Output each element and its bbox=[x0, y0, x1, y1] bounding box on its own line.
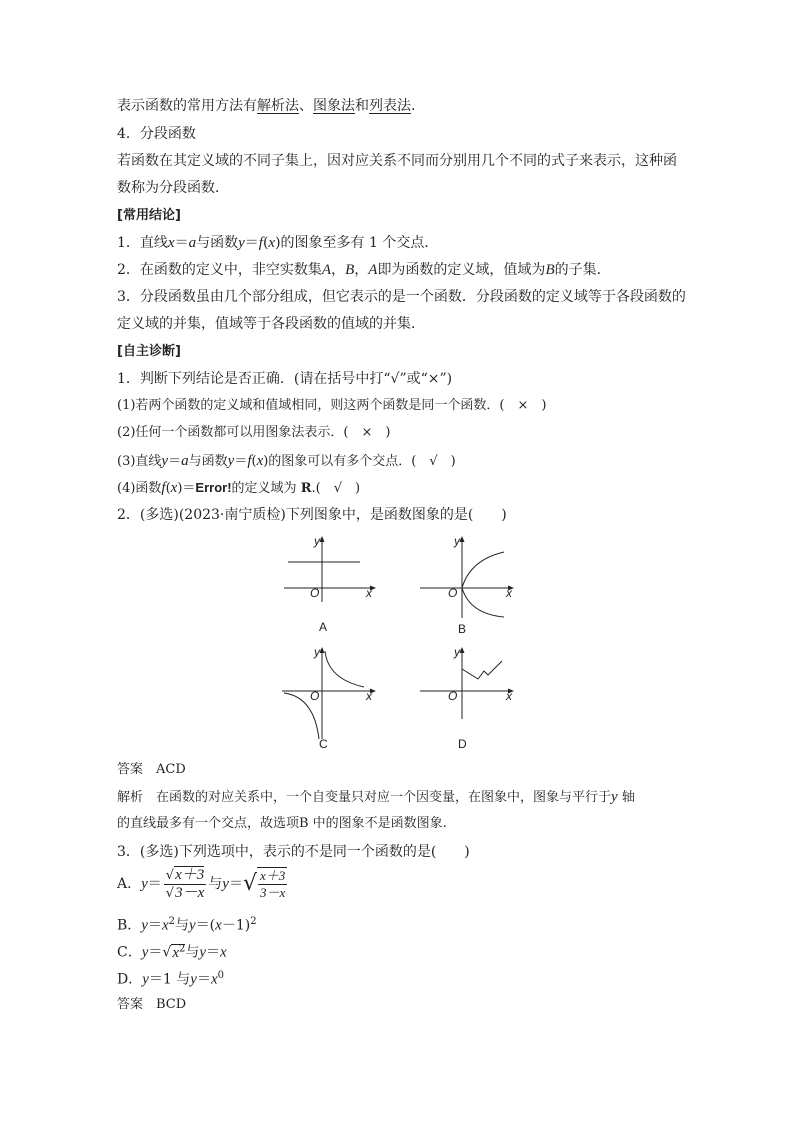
reals-symbol: R bbox=[300, 481, 312, 496]
denominator: 3－x bbox=[175, 884, 205, 901]
var: x bbox=[210, 971, 218, 988]
text: ＝ bbox=[168, 454, 182, 469]
text: )＝ bbox=[177, 481, 196, 496]
text: . bbox=[411, 98, 416, 114]
numerator: x＋3 bbox=[175, 866, 205, 883]
var: y bbox=[190, 971, 197, 988]
option-letter: B． bbox=[117, 917, 142, 934]
option-letter: C． bbox=[117, 944, 142, 961]
text: 的定义域为 bbox=[231, 481, 301, 496]
origin-label: O bbox=[448, 689, 458, 703]
text: ( bbox=[262, 235, 269, 251]
question-1-item-3 bbox=[117, 451, 456, 472]
graph-d bbox=[418, 645, 518, 753]
x-axis-label: x bbox=[366, 586, 372, 600]
question-1-item-1: (1)若两个函数的定义域和值域相同，则这两个函数是同一个函数．( × ) bbox=[117, 398, 547, 413]
graph-b-plot bbox=[418, 534, 518, 620]
exponent: 2 bbox=[250, 916, 257, 927]
text: ＝ bbox=[228, 876, 243, 892]
definition-line-1: 若函数在其定义域的不同子集上，因对应关系不同而分别用几个不同的式子来表示，这种函 bbox=[117, 153, 677, 169]
origin-label: O bbox=[310, 689, 320, 703]
conclusion-3-line-1: 3．分段函数虽由几个部分组成，但它表示的是一个函数．分段函数的定义域等于各段函数的 bbox=[117, 289, 686, 305]
common-conclusions-heading: [常用结论] bbox=[117, 208, 181, 223]
text: 与 bbox=[208, 876, 223, 892]
numerator: x＋3 bbox=[259, 868, 286, 883]
text: ＝ bbox=[244, 235, 259, 251]
var: y bbox=[141, 917, 148, 934]
table-method: 列表法 bbox=[369, 98, 411, 114]
option-a bbox=[117, 866, 289, 902]
exponent: 2 bbox=[178, 943, 186, 954]
var: y bbox=[222, 876, 229, 892]
var: x bbox=[268, 235, 276, 251]
x-axis-label: x bbox=[506, 689, 512, 703]
text: ＝ bbox=[174, 235, 189, 251]
graph-c-plot bbox=[280, 645, 380, 741]
var: a bbox=[188, 235, 197, 251]
text: ， bbox=[354, 262, 369, 278]
fraction: $\frac{√x+3}{√3-x}$ bbox=[165, 866, 205, 901]
text: ( bbox=[251, 454, 257, 469]
exponent: 2 bbox=[168, 916, 176, 927]
analytic-method: 解析法 bbox=[257, 98, 299, 114]
text: ＝ bbox=[206, 944, 221, 961]
var: f bbox=[161, 480, 166, 496]
graph-b bbox=[418, 534, 518, 639]
var: y bbox=[161, 453, 169, 469]
var: x bbox=[215, 917, 222, 934]
var: y bbox=[611, 789, 618, 805]
text: 与函数 bbox=[196, 235, 239, 251]
text: (3)直线 bbox=[117, 454, 162, 469]
var: a bbox=[181, 453, 189, 469]
var: x bbox=[172, 944, 179, 961]
definition-line-2: 数称为分段函数． bbox=[117, 180, 229, 196]
text: 表示函数的常用方法有 bbox=[117, 98, 257, 114]
graph-a bbox=[280, 534, 380, 639]
text: 和 bbox=[355, 98, 369, 114]
graph-d-plot bbox=[418, 645, 518, 721]
option-b bbox=[117, 912, 257, 936]
text: ＝1 与 bbox=[148, 971, 191, 988]
option-letter: A． bbox=[117, 876, 142, 892]
conclusion-1 bbox=[117, 233, 438, 253]
var: x bbox=[220, 944, 227, 961]
var: x bbox=[167, 235, 175, 251]
graph-label: D bbox=[458, 737, 467, 751]
text: 解析 在函数的对应关系中，一个自变量只对应一个因变量，在图象中，图象与平行于 bbox=[117, 790, 612, 805]
graph-c bbox=[280, 645, 380, 753]
conclusion-2 bbox=[117, 260, 611, 280]
text: ＝ bbox=[148, 944, 163, 961]
methods-line bbox=[117, 96, 415, 116]
text: ＝ bbox=[147, 917, 162, 934]
text: ( bbox=[165, 481, 171, 496]
var: B bbox=[545, 262, 555, 278]
x-axis-label: x bbox=[506, 586, 512, 600]
var: A bbox=[368, 262, 378, 278]
y-axis-label: y bbox=[314, 534, 320, 548]
y-axis-label: y bbox=[454, 645, 460, 659]
question-1-item-4 bbox=[117, 478, 360, 499]
var: f bbox=[247, 453, 252, 469]
option-letter: D． bbox=[117, 971, 143, 988]
answer-2: 答案 ACD bbox=[117, 762, 186, 777]
exponent: 0 bbox=[217, 970, 224, 981]
origin-label: O bbox=[310, 586, 320, 600]
var: x bbox=[161, 917, 169, 934]
var: x bbox=[256, 453, 264, 469]
graph-label: A bbox=[319, 620, 328, 634]
conclusion-3-line-2: 定义域的并集，值域等于各段函数的值域的并集． bbox=[117, 316, 425, 332]
graph-label: C bbox=[319, 737, 328, 751]
text: (4)函数 bbox=[117, 481, 162, 496]
text: .( √ ) bbox=[311, 481, 361, 496]
graph-method: 图象法 bbox=[313, 98, 355, 114]
text: ＝( bbox=[195, 917, 216, 934]
section-title: 4．分段函数 bbox=[117, 126, 196, 142]
var: y bbox=[189, 917, 196, 934]
analysis-2-line-1 bbox=[117, 787, 635, 808]
text: )的图象至多有 1 个交点． bbox=[275, 235, 439, 251]
text: 1．直线 bbox=[117, 235, 168, 251]
text: )的图象可以有多个交点．( √ ) bbox=[263, 454, 456, 469]
y-axis-label: y bbox=[314, 645, 320, 659]
var: y bbox=[227, 453, 235, 469]
self-diagnosis-heading: [自主诊断] bbox=[117, 344, 181, 359]
analysis-2-line-2: 的直线最多有一个交点，故选项B 中的图象不是函数图象. bbox=[117, 816, 447, 831]
text: 即为函数的定义域，值域为 bbox=[377, 262, 546, 278]
var: y bbox=[238, 235, 245, 251]
text: ， bbox=[331, 262, 346, 278]
question-1-item-2: (2)任何一个函数都可以用图象法表示．( × ) bbox=[117, 425, 391, 440]
var: x bbox=[170, 480, 178, 496]
question-2: 2．(多选)(2023·南宁质检)下列图象中，是函数图象的是( ) bbox=[117, 507, 507, 523]
text: 轴 bbox=[617, 790, 635, 805]
text: ＝ bbox=[234, 454, 248, 469]
text: 与 bbox=[175, 917, 190, 934]
text: 、 bbox=[299, 98, 313, 114]
graph-a-plot bbox=[280, 534, 380, 604]
text: ＝ bbox=[147, 876, 162, 892]
y-axis-label: y bbox=[454, 534, 460, 548]
var: y bbox=[141, 876, 148, 892]
text: 2．在函数的定义中，非空实数集 bbox=[117, 262, 322, 278]
var: A bbox=[321, 262, 332, 278]
text: 的子集． bbox=[554, 262, 611, 278]
question-3: 3．(多选)下列选项中，表示的不是同一个函数的是( ) bbox=[117, 844, 470, 860]
text: ＝ bbox=[196, 971, 211, 988]
answer-3: 答案 BCD bbox=[117, 997, 187, 1012]
var: y bbox=[199, 944, 207, 961]
text: 与函数 bbox=[188, 454, 228, 469]
var: B bbox=[345, 262, 355, 278]
text: －1) bbox=[221, 917, 251, 934]
graph-label: B bbox=[458, 622, 467, 636]
var: y bbox=[142, 971, 149, 988]
option-c: C．$y=√x^2$与y＝x bbox=[117, 943, 227, 961]
error-text: Error! bbox=[195, 480, 232, 495]
denominator: 3－x bbox=[259, 885, 286, 900]
big-radical: √ $\frac{x+3}{3-x}$ bbox=[242, 868, 286, 900]
x-axis-label: x bbox=[366, 689, 372, 703]
var: y bbox=[141, 944, 149, 961]
origin-label: O bbox=[448, 586, 458, 600]
var: f bbox=[258, 235, 263, 251]
question-1: 1．判断下列结论是否正确．(请在括号中打“√”或“×”) bbox=[117, 371, 453, 387]
option-d bbox=[117, 966, 224, 990]
text: 与 bbox=[185, 944, 200, 961]
